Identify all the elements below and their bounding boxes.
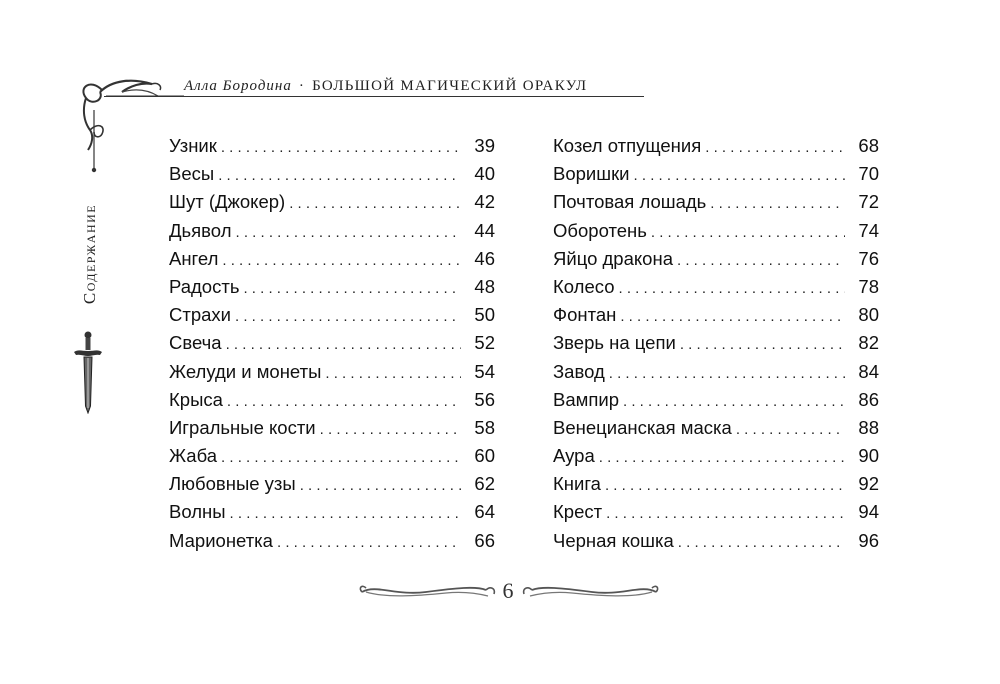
toc-leader-dots bbox=[680, 331, 845, 359]
toc-entry-page: 82 bbox=[858, 332, 879, 354]
toc-entry[interactable] bbox=[553, 160, 879, 188]
toc-entry-page: 94 bbox=[858, 501, 879, 523]
toc-leader-dots bbox=[634, 162, 845, 190]
toc-entry[interactable] bbox=[553, 132, 879, 160]
toc-entry[interactable] bbox=[169, 527, 495, 555]
header-separator: · bbox=[298, 78, 306, 94]
toc-entry-page: 76 bbox=[858, 247, 879, 269]
toc-leader-dots bbox=[230, 500, 461, 528]
toc-entry-title: Аура bbox=[553, 445, 595, 467]
toc-entry-page: 84 bbox=[858, 360, 879, 382]
toc-entry[interactable] bbox=[553, 217, 879, 245]
toc-entry-page: 42 bbox=[474, 191, 495, 213]
toc-entry-page: 48 bbox=[474, 275, 495, 297]
toc-entry-page: 56 bbox=[474, 388, 495, 410]
toc-entry-page: 80 bbox=[858, 304, 879, 326]
toc-entry-page: 92 bbox=[858, 473, 879, 495]
toc-entry-title: Дьявол bbox=[169, 219, 232, 241]
toc-entry-page: 44 bbox=[474, 219, 495, 241]
toc-leader-dots bbox=[678, 529, 845, 557]
toc-entry[interactable] bbox=[169, 132, 495, 160]
toc-leader-dots bbox=[605, 472, 845, 500]
toc-entry[interactable] bbox=[169, 498, 495, 526]
running-header bbox=[184, 78, 644, 102]
toc-column-right bbox=[553, 132, 879, 555]
toc-entry-title: Крест bbox=[553, 501, 603, 523]
toc-leader-dots bbox=[609, 360, 845, 388]
toc-leader-dots bbox=[736, 416, 845, 444]
toc-leader-dots bbox=[325, 360, 461, 388]
toc-entry-title: Фонтан bbox=[553, 304, 617, 326]
toc-entry-title: Игральные кости bbox=[169, 416, 316, 438]
page-number: 6 bbox=[502, 578, 514, 603]
toc-leader-dots bbox=[227, 388, 461, 416]
toc-entry-page: 86 bbox=[858, 388, 879, 410]
toc-entry-page: 58 bbox=[474, 416, 495, 438]
toc-entry[interactable] bbox=[169, 273, 495, 301]
section-label-vertical bbox=[76, 184, 104, 324]
header-rule bbox=[104, 96, 644, 97]
toc-leader-dots bbox=[243, 275, 461, 303]
toc-entry[interactable] bbox=[169, 386, 495, 414]
toc-entry-page: 40 bbox=[474, 163, 495, 185]
toc-entry-page: 50 bbox=[474, 304, 495, 326]
toc-entry-page: 62 bbox=[474, 473, 495, 495]
toc-entry-title: Черная кошка bbox=[553, 529, 674, 551]
toc-leader-dots bbox=[221, 444, 461, 472]
toc-leader-dots bbox=[619, 275, 846, 303]
toc-leader-dots bbox=[235, 303, 461, 331]
toc-entry-page: 78 bbox=[858, 275, 879, 297]
toc-entry-title: Свеча bbox=[169, 332, 222, 354]
toc-entry[interactable] bbox=[169, 442, 495, 470]
toc-leader-dots bbox=[651, 219, 845, 247]
toc-entry-title: Колесо bbox=[553, 275, 615, 297]
toc-leader-dots bbox=[620, 303, 845, 331]
toc-leader-dots bbox=[606, 500, 845, 528]
toc-entry[interactable] bbox=[553, 386, 879, 414]
toc-entry-page: 96 bbox=[858, 529, 879, 551]
toc-entry-title: Желуди и монеты bbox=[169, 360, 322, 382]
toc-entry[interactable] bbox=[553, 188, 879, 216]
toc-entry[interactable] bbox=[553, 414, 879, 442]
toc-leader-dots bbox=[677, 247, 845, 275]
toc-entry[interactable] bbox=[169, 188, 495, 216]
toc-entry[interactable] bbox=[169, 470, 495, 498]
toc-leader-dots bbox=[623, 388, 845, 416]
toc-entry-title: Узник bbox=[169, 135, 217, 156]
toc-entry-title: Зверь на цепи bbox=[553, 332, 676, 354]
toc-entry-title: Весы bbox=[169, 163, 215, 185]
header-title: БОЛЬШОЙ МАГИЧЕСКИЙ ОРАКУЛ bbox=[312, 78, 588, 94]
toc-leader-dots bbox=[320, 416, 461, 444]
toc-entry[interactable] bbox=[553, 329, 879, 357]
toc-entry-title: Оборотень bbox=[553, 219, 647, 241]
toc-entry-title: Радость bbox=[169, 275, 240, 297]
toc-leader-dots bbox=[235, 219, 461, 247]
toc-entry-title: Жаба bbox=[169, 445, 218, 467]
toc-entry-page: 46 bbox=[474, 247, 495, 269]
toc-entry-page: 68 bbox=[858, 135, 879, 156]
toc-entry[interactable] bbox=[169, 160, 495, 188]
toc-entry[interactable] bbox=[169, 217, 495, 245]
toc-entry-page: 52 bbox=[474, 332, 495, 354]
toc-entry-page: 90 bbox=[858, 445, 879, 467]
toc-entry-title: Крыса bbox=[169, 388, 223, 410]
toc-entry-title: Почтовая лошадь bbox=[553, 191, 707, 213]
toc-entry-title: Шут (Джокер) bbox=[169, 191, 286, 213]
toc-entry[interactable] bbox=[553, 273, 879, 301]
toc-leader-dots bbox=[705, 134, 845, 162]
toc-entry-page: 66 bbox=[474, 529, 495, 551]
toc-leader-dots bbox=[221, 134, 461, 162]
toc-entry-page: 64 bbox=[474, 501, 495, 523]
toc-entry-title: Венецианская маска bbox=[553, 416, 732, 438]
toc-entry-title: Козел отпущения bbox=[553, 135, 702, 156]
toc-entry[interactable] bbox=[169, 329, 495, 357]
toc-entry-page: 74 bbox=[858, 219, 879, 241]
toc-entry[interactable] bbox=[553, 245, 879, 273]
toc-entry-page: 88 bbox=[858, 416, 879, 438]
toc-entry-title: Воришки bbox=[553, 163, 630, 185]
toc-leader-dots bbox=[300, 472, 461, 500]
toc-entry-page: 70 bbox=[858, 163, 879, 185]
toc-leader-dots bbox=[277, 529, 461, 557]
toc-leader-dots bbox=[710, 190, 845, 218]
toc-entry-title: Книга bbox=[553, 473, 601, 495]
toc-entry-title: Ангел bbox=[169, 247, 219, 269]
toc-entry[interactable] bbox=[553, 442, 879, 470]
toc-entry-title: Волны bbox=[169, 501, 226, 523]
toc-entry[interactable] bbox=[169, 358, 495, 386]
toc-leader-dots bbox=[218, 162, 461, 190]
toc-leader-dots bbox=[226, 331, 461, 359]
toc-column-left bbox=[169, 132, 495, 555]
toc-entry-title: Завод bbox=[553, 360, 605, 382]
toc-entry[interactable] bbox=[553, 498, 879, 526]
toc-entry[interactable] bbox=[553, 470, 879, 498]
toc-entry[interactable] bbox=[169, 301, 495, 329]
toc-entry-page: 60 bbox=[474, 445, 495, 467]
toc-entry[interactable] bbox=[553, 527, 879, 555]
toc-entry[interactable] bbox=[169, 245, 495, 273]
section-label-text: Содержание bbox=[80, 203, 99, 305]
toc-entry-title: Яйцо дракона bbox=[553, 247, 673, 269]
toc-entry-title: Любовные узы bbox=[169, 473, 296, 495]
toc-entry-page: 54 bbox=[474, 360, 495, 382]
toc-leader-dots bbox=[599, 444, 845, 472]
header-author: Алла Бородина bbox=[184, 78, 292, 94]
toc-entry[interactable] bbox=[553, 358, 879, 386]
toc-entry-page: 72 bbox=[858, 191, 879, 213]
toc-entry-title: Марионетка bbox=[169, 529, 273, 551]
toc-entry[interactable] bbox=[169, 414, 495, 442]
toc-entry-title: Вампир bbox=[553, 388, 619, 410]
toc-entry-title: Страхи bbox=[169, 304, 231, 326]
toc-entry[interactable] bbox=[553, 301, 879, 329]
dagger-icon bbox=[70, 330, 106, 414]
toc-leader-dots bbox=[222, 247, 461, 275]
toc-entry-page: 39 bbox=[474, 135, 495, 156]
toc-leader-dots bbox=[289, 190, 461, 218]
